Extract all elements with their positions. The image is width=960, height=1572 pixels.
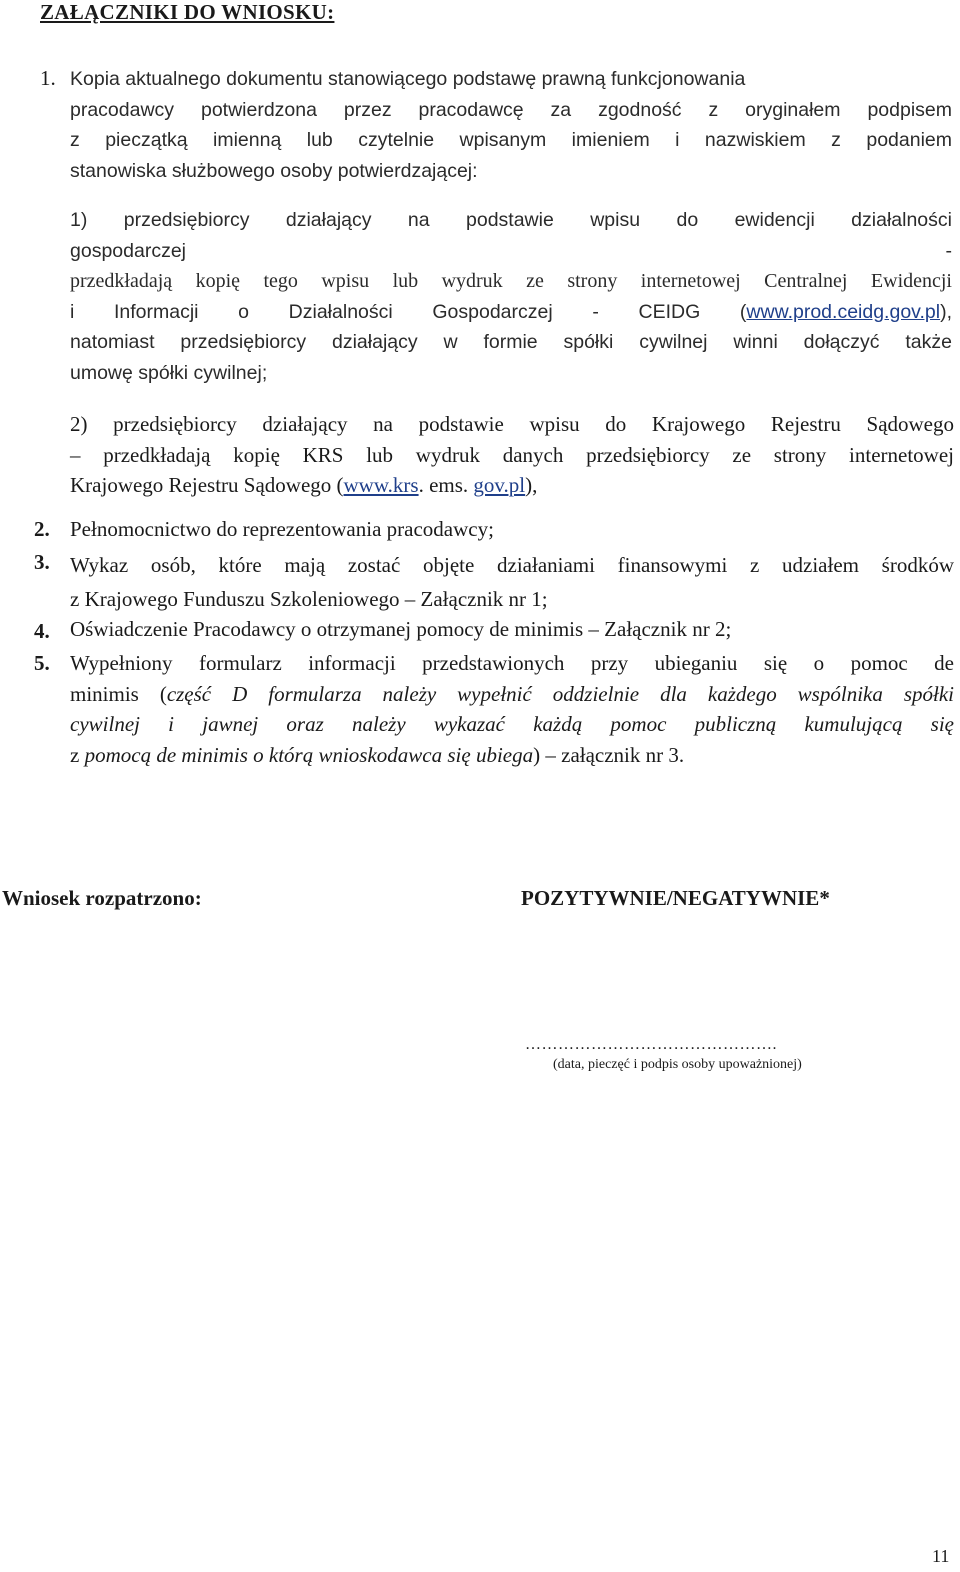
page-number: 11 <box>932 1546 950 1566</box>
item-3-line: z Krajowego Funduszu Szkoleniowego – Załącznik nr 1; <box>70 587 548 611</box>
item-3-number: 3. <box>34 550 50 574</box>
sub-1-line: umowę spółki cywilnej; <box>70 361 268 384</box>
signature-line: ………………………………………. <box>525 1036 777 1053</box>
sub-2-line: Krajowego Rejestru Sądowego (www.krs. ems. gov.pl), <box>70 473 538 497</box>
item-4-text: Oświadczenie Pracodawcy o otrzymanej pomocy de minimis – Załącznik nr 2; <box>70 617 732 641</box>
sub-item-1 <box>70 205 952 388</box>
sub-1-line: i Informacji o Działalności Gospodarczej - CEIDG (www.prod.ceidg.gov.pl), <box>70 300 952 323</box>
item-4-number: 4. <box>34 619 50 643</box>
item-1-line: Kopia aktualnego dokumentu stanowiącego podstawę prawną funkcjonowania <box>70 68 746 90</box>
item-2-number: 2. <box>34 517 50 541</box>
sub-1-line: natomiast przedsiębiorcy działający w formie spółki cywilnej winni dołączyć także <box>70 331 952 353</box>
item-5-line: Wypełniony formularz informacji przedstawionych przy ubieganiu się o pomoc de <box>70 651 954 675</box>
item-3-line: Wykaz osób, które mają zostać objęte działaniami finansowymi z udziałem środków <box>70 553 954 577</box>
item-1-text <box>70 64 952 186</box>
item-1-line: pracodawcy potwierdzona przez pracodawcę za zgodność z oryginałem podpisem <box>70 98 952 121</box>
signature-caption: (data, pieczęć i podpis osoby upoważnionej) <box>553 1057 802 1072</box>
item-5-line: minimis (część D formularza należy wypełnić oddzielnie dla każdego wspólnika spółki <box>70 681 954 706</box>
item-5-line: cywilnej i jawnej oraz należy wykazać każdą pomoc publiczną kumulującą się <box>70 712 954 736</box>
sub-2-line: – przedkładają kopię KRS lub wydruk danych przedsiębiorcy ze strony internetowej <box>70 442 954 467</box>
sub-item-2 <box>70 409 954 501</box>
item-1-line: stanowiska służbowego osoby potwierdzającej: <box>70 159 478 182</box>
item-2-text: Pełnomocnictwo do reprezentowania pracodawcy; <box>70 517 494 541</box>
decision-value: POZYTYWNIE/NEGATYWNIE* <box>521 886 830 910</box>
sub-1-line: przedkładają kopię tego wpisu lub wydruk ze strony internetowej Centralnej Ewidencji <box>70 270 952 292</box>
ceidg-link[interactable]: www.prod.ceidg.gov.pl <box>746 300 941 323</box>
sub-1-line: 1) przedsiębiorcy działający na podstawie wpisu do ewidencji działalności <box>70 209 952 231</box>
item-5-text <box>70 648 954 770</box>
decision-label: Wniosek rozpatrzono: <box>2 886 202 910</box>
item-1-number: 1. <box>40 66 56 90</box>
item-1-line: z pieczątką imienną lub czytelnie wpisanym imieniem i nazwiskiem z podaniem <box>70 129 952 151</box>
item-5-number: 5. <box>34 651 50 675</box>
gov-link[interactable]: gov.pl <box>473 473 526 497</box>
item-5-line: z pomocą de minimis o którą wnioskodawca się ubiega) – załącznik nr 3. <box>70 742 685 767</box>
page-heading: ZAŁĄCZNIKI DO WNIOSKU: <box>40 0 335 24</box>
sub-2-line: 2) przedsiębiorcy działający na podstawie wpisu do Krajowego Rejestru Sądowego <box>70 412 954 436</box>
krs-link[interactable]: www.krs <box>343 473 419 497</box>
item-3-text <box>70 548 954 616</box>
sub-1-line: gospodarczej - <box>70 239 952 262</box>
